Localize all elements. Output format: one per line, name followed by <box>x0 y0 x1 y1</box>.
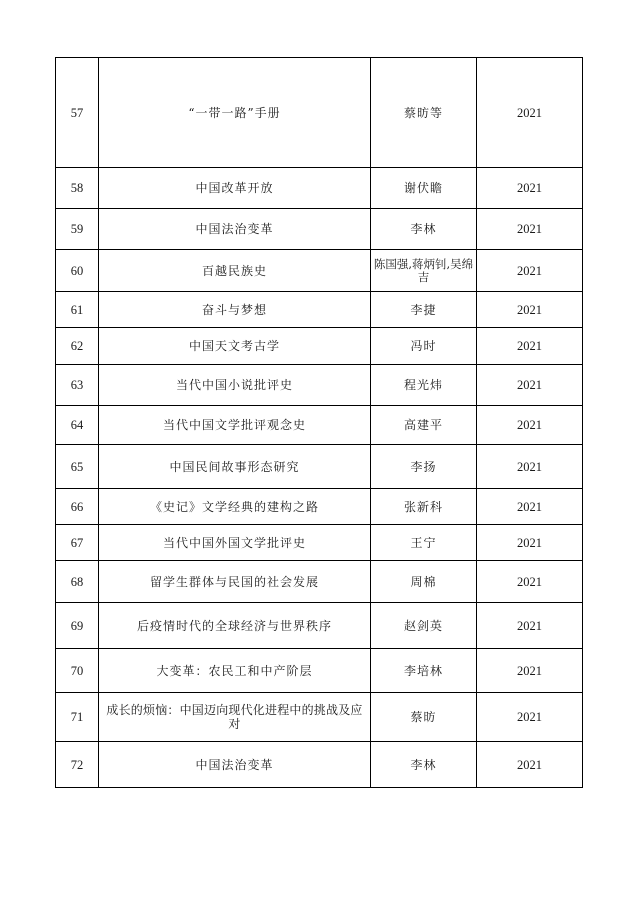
author: 蔡昉等 <box>371 58 477 168</box>
book-title: 当代中国文学批评观念史 <box>99 406 371 445</box>
book-title: 中国天文考古学 <box>99 328 371 365</box>
book-title: 中国法治变革 <box>99 742 371 788</box>
row-number: 62 <box>56 328 99 365</box>
table-row <box>56 365 583 406</box>
row-number: 60 <box>56 250 99 292</box>
author: 李林 <box>371 742 477 788</box>
year: 2021 <box>477 649 583 693</box>
row-number: 68 <box>56 561 99 603</box>
author: 李培林 <box>371 649 477 693</box>
row-number: 69 <box>56 603 99 649</box>
table-row <box>56 561 583 603</box>
year: 2021 <box>477 328 583 365</box>
book-title: 成长的烦恼：中国迈向现代化进程中的挑战及应对 <box>99 693 371 742</box>
row-number: 70 <box>56 649 99 693</box>
table-row <box>56 603 583 649</box>
table-row <box>56 742 583 788</box>
row-number: 59 <box>56 209 99 250</box>
year: 2021 <box>477 292 583 328</box>
table-row <box>56 58 583 168</box>
author: 王宁 <box>371 525 477 561</box>
book-title: 奋斗与梦想 <box>99 292 371 328</box>
author: 赵剑英 <box>371 603 477 649</box>
book-title: 留学生群体与民国的社会发展 <box>99 561 371 603</box>
year: 2021 <box>477 58 583 168</box>
year: 2021 <box>477 250 583 292</box>
table-row <box>56 406 583 445</box>
author: 冯时 <box>371 328 477 365</box>
row-number: 63 <box>56 365 99 406</box>
year: 2021 <box>477 406 583 445</box>
row-number: 67 <box>56 525 99 561</box>
author: 陈国强,蒋炳钊,吴绵吉 <box>371 250 477 292</box>
year: 2021 <box>477 525 583 561</box>
year: 2021 <box>477 365 583 406</box>
book-list-table <box>55 57 583 788</box>
table-row <box>56 328 583 365</box>
row-number: 58 <box>56 168 99 209</box>
table-row <box>56 693 583 742</box>
table-row <box>56 489 583 525</box>
book-title: 《史记》文学经典的建构之路 <box>99 489 371 525</box>
year: 2021 <box>477 561 583 603</box>
year: 2021 <box>477 489 583 525</box>
author: 程光炜 <box>371 365 477 406</box>
year: 2021 <box>477 603 583 649</box>
author: 蔡昉 <box>371 693 477 742</box>
row-number: 57 <box>56 58 99 168</box>
row-number: 66 <box>56 489 99 525</box>
year: 2021 <box>477 209 583 250</box>
book-title: 当代中国小说批评史 <box>99 365 371 406</box>
row-number: 61 <box>56 292 99 328</box>
table-row <box>56 525 583 561</box>
author: 周棉 <box>371 561 477 603</box>
year: 2021 <box>477 168 583 209</box>
author: 李扬 <box>371 445 477 489</box>
table-row <box>56 168 583 209</box>
table-row <box>56 445 583 489</box>
author: 高建平 <box>371 406 477 445</box>
book-title: 中国改革开放 <box>99 168 371 209</box>
table-row <box>56 209 583 250</box>
author: 谢伏瞻 <box>371 168 477 209</box>
book-title: 后疫情时代的全球经济与世界秩序 <box>99 603 371 649</box>
row-number: 72 <box>56 742 99 788</box>
book-title: 百越民族史 <box>99 250 371 292</box>
book-title: 中国法治变革 <box>99 209 371 250</box>
book-title: 大变革：农民工和中产阶层 <box>99 649 371 693</box>
book-title: “一带一路”手册 <box>99 58 371 168</box>
row-number: 64 <box>56 406 99 445</box>
table-row <box>56 292 583 328</box>
year: 2021 <box>477 445 583 489</box>
table-row <box>56 649 583 693</box>
table-row <box>56 250 583 292</box>
year: 2021 <box>477 742 583 788</box>
author: 李林 <box>371 209 477 250</box>
book-title: 当代中国外国文学批评史 <box>99 525 371 561</box>
row-number: 65 <box>56 445 99 489</box>
author: 李捷 <box>371 292 477 328</box>
author: 张新科 <box>371 489 477 525</box>
book-title: 中国民间故事形态研究 <box>99 445 371 489</box>
row-number: 71 <box>56 693 99 742</box>
year: 2021 <box>477 693 583 742</box>
